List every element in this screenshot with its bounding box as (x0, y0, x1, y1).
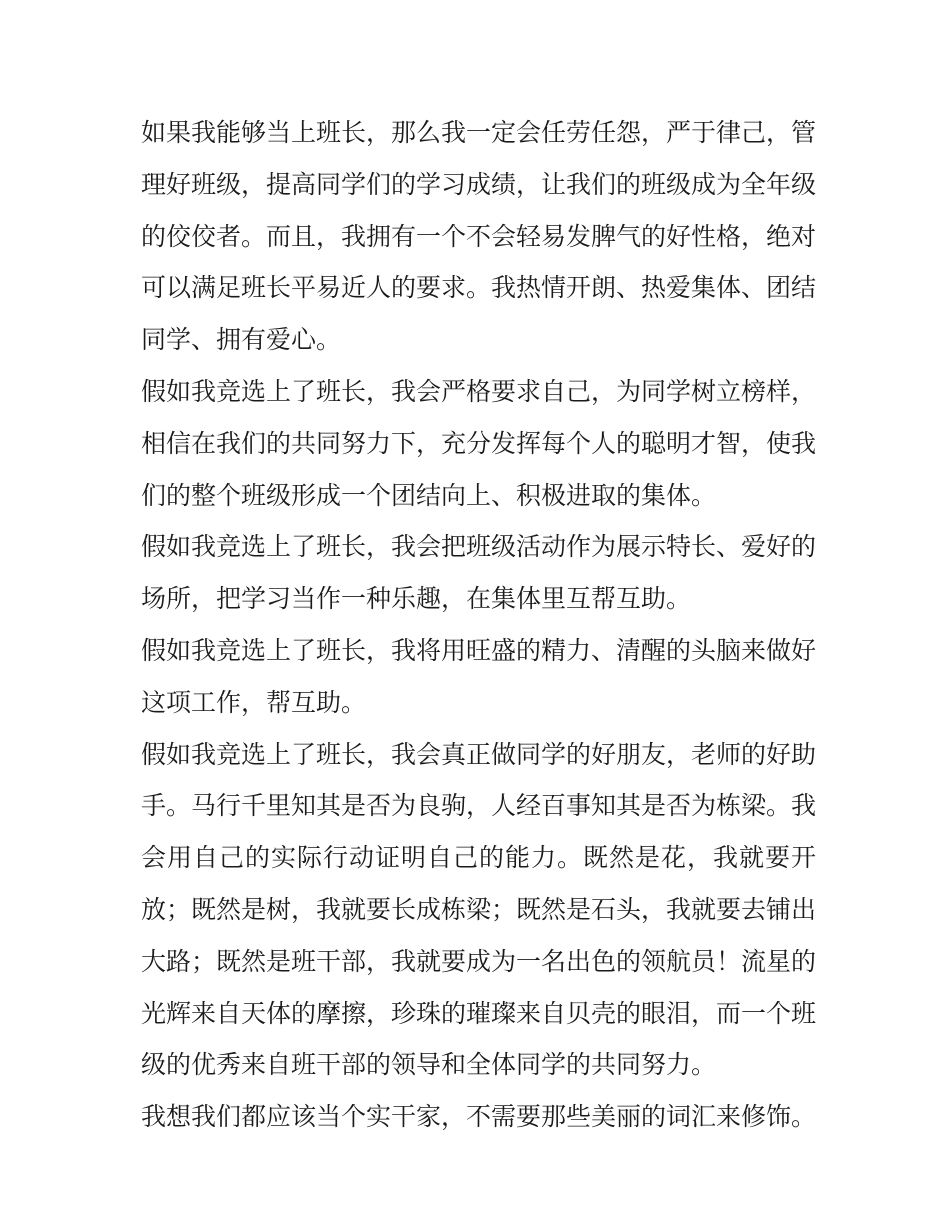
paragraph-4: 假如我竞选上了班长，我将用旺盛的精力、清醒的头脑来做好这项工作，帮互助。 (141, 635, 817, 717)
document-body (141, 107, 816, 1143)
paragraph-6: 我想我们都应该当个实干家，不需要那些美丽的词汇来修饰。 (141, 1102, 817, 1132)
paragraph-5: 假如我竞选上了班长，我会真正做同学的好朋友，老师的好助手。马行千里知其是否为良驹，人经百事知其是否为栋梁。我会用自己的实际行动证明自己的能力。既然是花，我就要开放；既然是树，我就要长成栋梁；既然是石头，我就要去铺出大路；既然是班干部，我就要成为一名出色的领航员！流星的光辉来自天体的摩擦，珍珠的璀璨来自贝壳的眼泪，而一个班级的优秀来自班干部的领导和全体同学的共同努力。 (141, 739, 817, 1080)
paragraph-2: 假如我竞选上了班长，我会严格要求自己，为同学树立榜样，相信在我们的共同努力下，充分发挥每个人的聪明才智，使我们的整个班级形成一个团结向上、积极进取的集体。 (141, 376, 817, 510)
paragraph-1: 如果我能够当上班长，那么我一定会任劳任怨，严于律己，管理好班级，提高同学们的学习成绩，让我们的班级成为全年级的佼佼者。而且，我拥有一个不会轻易发脾气的好性格，绝对可以满足班长平易近人的要求。我热情开朗、热爱集体、团结同学、拥有爱心。 (141, 118, 817, 355)
paragraph-3: 假如我竞选上了班长，我会把班级活动作为展示特长、爱好的场所，把学习当作一种乐趣，在集体里互帮互助。 (141, 532, 817, 614)
